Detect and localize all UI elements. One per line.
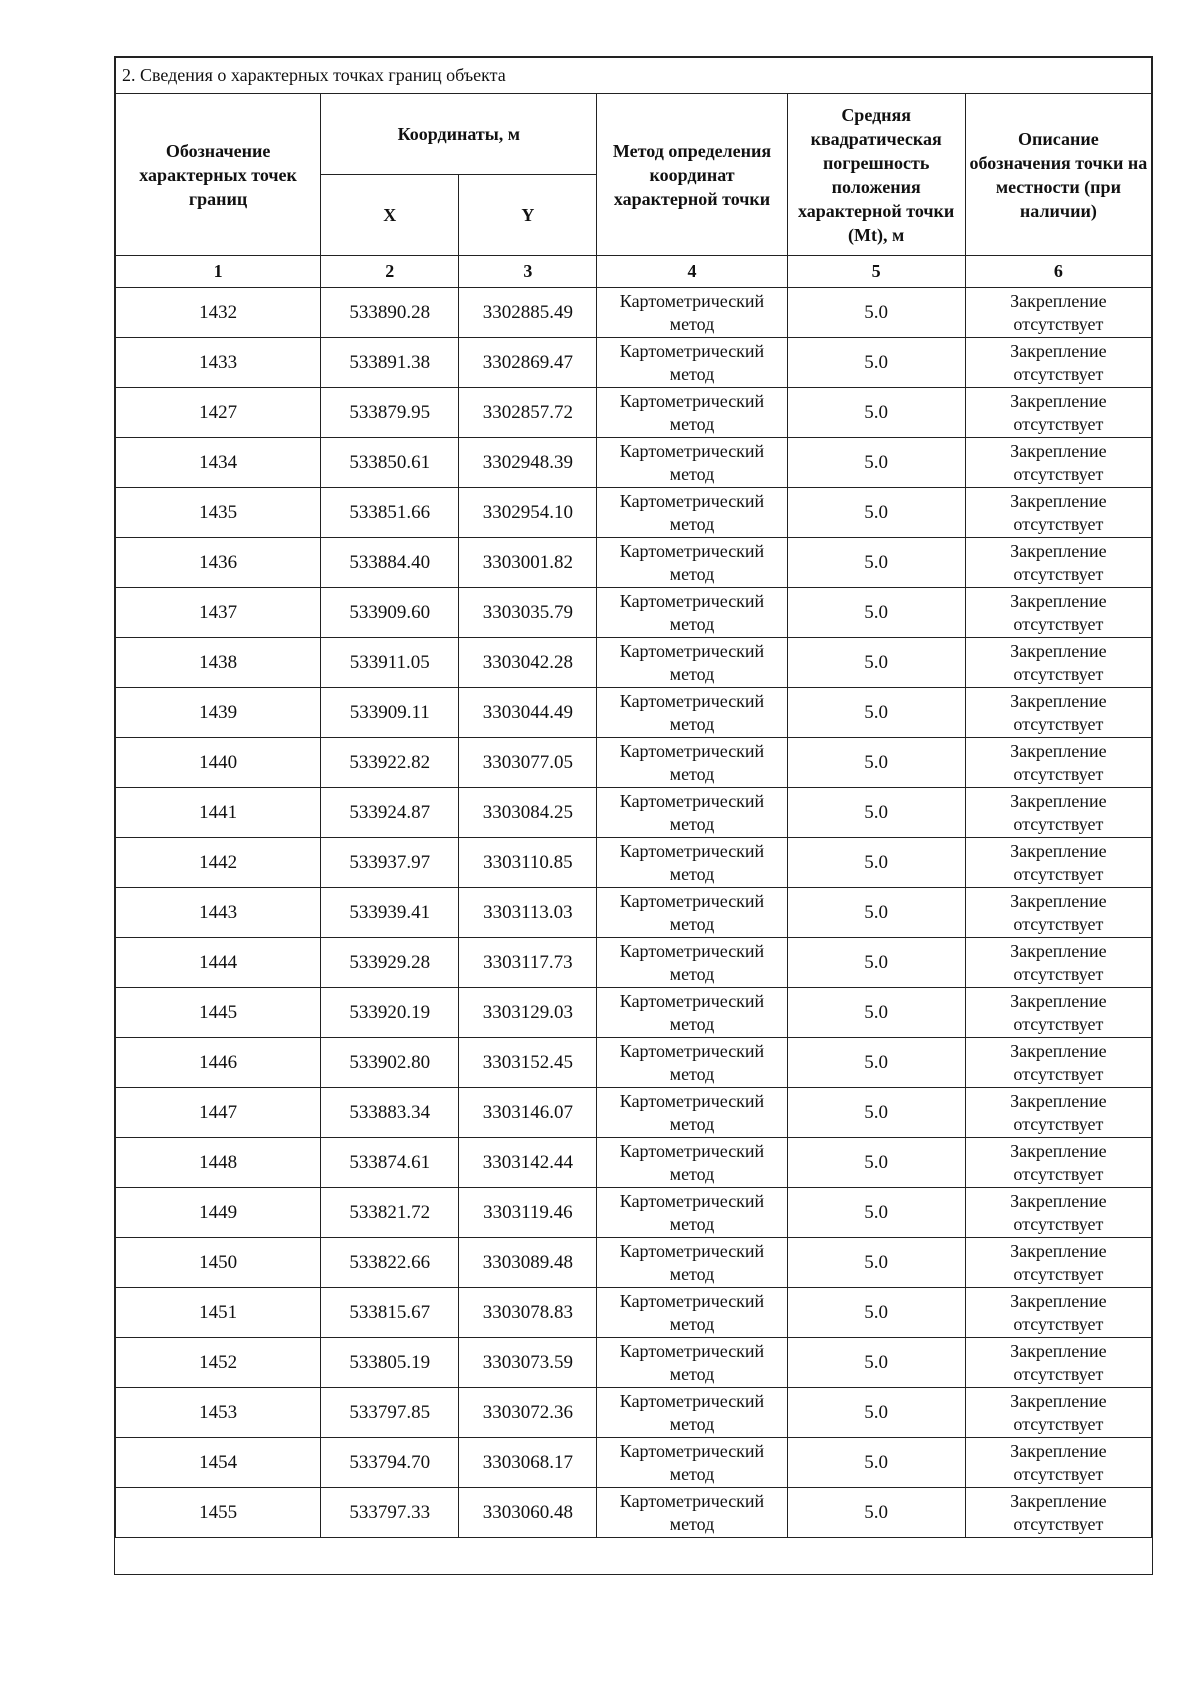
description-cell bbox=[965, 938, 1151, 988]
description-line1: Закрепление bbox=[1010, 840, 1107, 861]
description-line1: Закрепление bbox=[1010, 440, 1107, 461]
header-error: Средняя квадратическая погрешность положения характерной точки (Mt), м bbox=[787, 94, 965, 256]
table-row bbox=[116, 838, 1152, 888]
y-coordinate: 3303119.46 bbox=[459, 1188, 597, 1238]
table-row bbox=[116, 938, 1152, 988]
description-cell bbox=[965, 438, 1151, 488]
mean-square-error: 5.0 bbox=[787, 788, 965, 838]
description-cell bbox=[965, 1438, 1151, 1488]
description-cell bbox=[965, 988, 1151, 1038]
table-row bbox=[116, 688, 1152, 738]
y-coordinate: 3303146.07 bbox=[459, 1088, 597, 1138]
point-number: 1442 bbox=[116, 838, 321, 888]
table-row bbox=[116, 1288, 1152, 1338]
y-coordinate: 3303089.48 bbox=[459, 1238, 597, 1288]
method-line1: Картометрический bbox=[619, 1190, 765, 1211]
table-row bbox=[116, 1338, 1152, 1388]
y-coordinate: 3303060.48 bbox=[459, 1488, 597, 1538]
method-line2: метод bbox=[669, 863, 715, 884]
table-row bbox=[116, 538, 1152, 588]
description-line1: Закрепление bbox=[1010, 1240, 1107, 1261]
method-line2: метод bbox=[669, 613, 715, 634]
method-line1: Картометрический bbox=[619, 1490, 765, 1511]
x-coordinate: 533909.60 bbox=[321, 588, 459, 638]
method-line1: Картометрический bbox=[619, 790, 765, 811]
table-row bbox=[116, 488, 1152, 538]
description-line2: отсутствует bbox=[1013, 513, 1104, 534]
mean-square-error: 5.0 bbox=[787, 1188, 965, 1238]
description-cell bbox=[965, 338, 1151, 388]
point-number: 1455 bbox=[116, 1488, 321, 1538]
method-line2: метод bbox=[669, 463, 715, 484]
mean-square-error: 5.0 bbox=[787, 1338, 965, 1388]
y-coordinate: 3303042.28 bbox=[459, 638, 597, 688]
method-cell bbox=[597, 1088, 787, 1138]
description-line1: Закрепление bbox=[1010, 1440, 1107, 1461]
table-row bbox=[116, 1238, 1152, 1288]
description-line2: отсутствует bbox=[1013, 663, 1104, 684]
method-line1: Картометрический bbox=[619, 540, 765, 561]
y-coordinate: 3302885.49 bbox=[459, 288, 597, 338]
table-body bbox=[116, 288, 1152, 1538]
y-coordinate: 3303068.17 bbox=[459, 1438, 597, 1488]
mean-square-error: 5.0 bbox=[787, 838, 965, 888]
description-line1: Закрепление bbox=[1010, 490, 1107, 511]
table-row bbox=[116, 1188, 1152, 1238]
column-number: 6 bbox=[965, 256, 1151, 288]
description-line2: отсутствует bbox=[1013, 813, 1104, 834]
mean-square-error: 5.0 bbox=[787, 288, 965, 338]
description-line2: отсутствует bbox=[1013, 1263, 1104, 1284]
table-row bbox=[116, 388, 1152, 438]
section-title: 2. Сведения о характерных точках границ объекта bbox=[116, 58, 1152, 94]
method-line1: Картометрический bbox=[619, 390, 765, 411]
description-cell bbox=[965, 1388, 1151, 1438]
description-line1: Закрепление bbox=[1010, 290, 1107, 311]
point-number: 1451 bbox=[116, 1288, 321, 1338]
method-line1: Картометрический bbox=[619, 490, 765, 511]
description-cell bbox=[965, 638, 1151, 688]
x-coordinate: 533850.61 bbox=[321, 438, 459, 488]
description-cell bbox=[965, 1338, 1151, 1388]
description-cell bbox=[965, 488, 1151, 538]
description-cell bbox=[965, 1238, 1151, 1288]
column-number: 3 bbox=[459, 256, 597, 288]
y-coordinate: 3302857.72 bbox=[459, 388, 597, 438]
description-line2: отсутствует bbox=[1013, 1013, 1104, 1034]
mean-square-error: 5.0 bbox=[787, 588, 965, 638]
x-coordinate: 533890.28 bbox=[321, 288, 459, 338]
x-coordinate: 533805.19 bbox=[321, 1338, 459, 1388]
table-row bbox=[116, 988, 1152, 1038]
y-coordinate: 3303078.83 bbox=[459, 1288, 597, 1338]
description-line1: Закрепление bbox=[1010, 890, 1107, 911]
description-line2: отсутствует bbox=[1013, 1463, 1104, 1484]
boundary-points-table bbox=[115, 57, 1152, 1574]
method-cell bbox=[597, 488, 787, 538]
method-line2: метод bbox=[669, 1013, 715, 1034]
header-description: Описание обозначения точки на местности (при наличии) bbox=[965, 94, 1151, 256]
method-line1: Картометрический bbox=[619, 690, 765, 711]
method-line2: метод bbox=[669, 1363, 715, 1384]
description-line2: отсутствует bbox=[1013, 1063, 1104, 1084]
method-line1: Картометрический bbox=[619, 890, 765, 911]
method-cell bbox=[597, 1138, 787, 1188]
x-coordinate: 533883.34 bbox=[321, 1088, 459, 1138]
description-line2: отсутствует bbox=[1013, 913, 1104, 934]
x-coordinate: 533822.66 bbox=[321, 1238, 459, 1288]
description-cell bbox=[965, 388, 1151, 438]
column-number: 4 bbox=[597, 256, 787, 288]
header-method: Метод определения координат характерной точки bbox=[597, 94, 787, 256]
column-number: 5 bbox=[787, 256, 965, 288]
x-coordinate: 533815.67 bbox=[321, 1288, 459, 1338]
method-cell bbox=[597, 1438, 787, 1488]
method-line2: метод bbox=[669, 1263, 715, 1284]
description-cell bbox=[965, 1288, 1151, 1338]
point-number: 1439 bbox=[116, 688, 321, 738]
description-line1: Закрепление bbox=[1010, 1140, 1107, 1161]
description-line1: Закрепление bbox=[1010, 940, 1107, 961]
point-number: 1434 bbox=[116, 438, 321, 488]
table-footer-blank bbox=[116, 1538, 1152, 1575]
method-line1: Картометрический bbox=[619, 1290, 765, 1311]
header-x: X bbox=[321, 175, 459, 256]
method-line1: Картометрический bbox=[619, 440, 765, 461]
description-line1: Закрепление bbox=[1010, 640, 1107, 661]
mean-square-error: 5.0 bbox=[787, 438, 965, 488]
method-line1: Картометрический bbox=[619, 1340, 765, 1361]
point-number: 1445 bbox=[116, 988, 321, 1038]
mean-square-error: 5.0 bbox=[787, 1388, 965, 1438]
method-line1: Картометрический bbox=[619, 1040, 765, 1061]
method-line2: метод bbox=[669, 513, 715, 534]
description-line2: отсутствует bbox=[1013, 1413, 1104, 1434]
table-row bbox=[116, 588, 1152, 638]
method-cell bbox=[597, 788, 787, 838]
description-line1: Закрепление bbox=[1010, 1190, 1107, 1211]
method-cell bbox=[597, 938, 787, 988]
y-coordinate: 3303117.73 bbox=[459, 938, 597, 988]
x-coordinate: 533937.97 bbox=[321, 838, 459, 888]
mean-square-error: 5.0 bbox=[787, 388, 965, 438]
mean-square-error: 5.0 bbox=[787, 488, 965, 538]
description-cell bbox=[965, 888, 1151, 938]
mean-square-error: 5.0 bbox=[787, 1438, 965, 1488]
point-number: 1437 bbox=[116, 588, 321, 638]
method-cell bbox=[597, 438, 787, 488]
method-cell bbox=[597, 338, 787, 388]
method-line1: Картометрический bbox=[619, 1390, 765, 1411]
header-y: Y bbox=[459, 175, 597, 256]
x-coordinate: 533794.70 bbox=[321, 1438, 459, 1488]
table-row bbox=[116, 1438, 1152, 1488]
y-coordinate: 3303044.49 bbox=[459, 688, 597, 738]
y-coordinate: 3303129.03 bbox=[459, 988, 597, 1038]
method-line1: Картометрический bbox=[619, 590, 765, 611]
point-number: 1433 bbox=[116, 338, 321, 388]
mean-square-error: 5.0 bbox=[787, 888, 965, 938]
description-line2: отсутствует bbox=[1013, 863, 1104, 884]
method-cell bbox=[597, 988, 787, 1038]
description-line1: Закрепление bbox=[1010, 1040, 1107, 1061]
method-line2: метод bbox=[669, 363, 715, 384]
point-number: 1452 bbox=[116, 1338, 321, 1388]
y-coordinate: 3303152.45 bbox=[459, 1038, 597, 1088]
point-number: 1450 bbox=[116, 1238, 321, 1288]
y-coordinate: 3303072.36 bbox=[459, 1388, 597, 1438]
method-line2: метод bbox=[669, 1463, 715, 1484]
method-line2: метод bbox=[669, 1113, 715, 1134]
point-number: 1438 bbox=[116, 638, 321, 688]
x-coordinate: 533939.41 bbox=[321, 888, 459, 938]
description-line1: Закрепление bbox=[1010, 540, 1107, 561]
x-coordinate: 533879.95 bbox=[321, 388, 459, 438]
method-line2: метод bbox=[669, 1163, 715, 1184]
description-line2: отсутствует bbox=[1013, 313, 1104, 334]
method-cell bbox=[597, 1288, 787, 1338]
y-coordinate: 3303073.59 bbox=[459, 1338, 597, 1388]
x-coordinate: 533929.28 bbox=[321, 938, 459, 988]
mean-square-error: 5.0 bbox=[787, 1138, 965, 1188]
description-line2: отсутствует bbox=[1013, 363, 1104, 384]
column-number: 2 bbox=[321, 256, 459, 288]
method-line1: Картометрический bbox=[619, 940, 765, 961]
mean-square-error: 5.0 bbox=[787, 1088, 965, 1138]
mean-square-error: 5.0 bbox=[787, 1488, 965, 1538]
description-line2: отсутствует bbox=[1013, 413, 1104, 434]
description-cell bbox=[965, 538, 1151, 588]
description-cell bbox=[965, 1138, 1151, 1188]
table-row bbox=[116, 438, 1152, 488]
method-cell bbox=[597, 1388, 787, 1438]
y-coordinate: 3303035.79 bbox=[459, 588, 597, 638]
mean-square-error: 5.0 bbox=[787, 1238, 965, 1288]
point-number: 1441 bbox=[116, 788, 321, 838]
description-cell bbox=[965, 1038, 1151, 1088]
y-coordinate: 3302869.47 bbox=[459, 338, 597, 388]
method-line1: Картометрический bbox=[619, 1440, 765, 1461]
y-coordinate: 3302954.10 bbox=[459, 488, 597, 538]
point-number: 1440 bbox=[116, 738, 321, 788]
description-line1: Закрепление bbox=[1010, 690, 1107, 711]
mean-square-error: 5.0 bbox=[787, 738, 965, 788]
mean-square-error: 5.0 bbox=[787, 638, 965, 688]
method-cell bbox=[597, 288, 787, 338]
description-cell bbox=[965, 288, 1151, 338]
method-line2: метод bbox=[669, 663, 715, 684]
description-line2: отсутствует bbox=[1013, 1513, 1104, 1534]
method-line2: метод bbox=[669, 963, 715, 984]
x-coordinate: 533821.72 bbox=[321, 1188, 459, 1238]
description-line2: отсутствует bbox=[1013, 963, 1104, 984]
method-line1: Картометрический bbox=[619, 340, 765, 361]
description-cell bbox=[965, 788, 1151, 838]
description-line2: отсутствует bbox=[1013, 1163, 1104, 1184]
description-line1: Закрепление bbox=[1010, 590, 1107, 611]
x-coordinate: 533911.05 bbox=[321, 638, 459, 688]
description-line1: Закрепление bbox=[1010, 1490, 1107, 1511]
point-number: 1453 bbox=[116, 1388, 321, 1438]
description-cell bbox=[965, 1188, 1151, 1238]
x-coordinate: 533891.38 bbox=[321, 338, 459, 388]
table-row bbox=[116, 1038, 1152, 1088]
description-line1: Закрепление bbox=[1010, 740, 1107, 761]
table-row bbox=[116, 738, 1152, 788]
description-cell bbox=[965, 1488, 1151, 1538]
y-coordinate: 3303113.03 bbox=[459, 888, 597, 938]
header-point-label: Обозначение характерных точек границ bbox=[116, 94, 321, 256]
point-number: 1444 bbox=[116, 938, 321, 988]
point-number: 1435 bbox=[116, 488, 321, 538]
description-cell bbox=[965, 738, 1151, 788]
method-line1: Картометрический bbox=[619, 1140, 765, 1161]
x-coordinate: 533909.11 bbox=[321, 688, 459, 738]
table-row bbox=[116, 888, 1152, 938]
method-cell bbox=[597, 888, 787, 938]
method-line2: метод bbox=[669, 1213, 715, 1234]
x-coordinate: 533851.66 bbox=[321, 488, 459, 538]
y-coordinate: 3303077.05 bbox=[459, 738, 597, 788]
method-line2: метод bbox=[669, 713, 715, 734]
description-line2: отсутствует bbox=[1013, 613, 1104, 634]
description-line2: отсутствует bbox=[1013, 1213, 1104, 1234]
method-cell bbox=[597, 538, 787, 588]
description-line2: отсутствует bbox=[1013, 1363, 1104, 1384]
method-line2: метод bbox=[669, 563, 715, 584]
mean-square-error: 5.0 bbox=[787, 688, 965, 738]
y-coordinate: 3303142.44 bbox=[459, 1138, 597, 1188]
point-number: 1427 bbox=[116, 388, 321, 438]
method-line1: Картометрический bbox=[619, 740, 765, 761]
description-line1: Закрепление bbox=[1010, 990, 1107, 1011]
method-line1: Картометрический bbox=[619, 990, 765, 1011]
description-line2: отсутствует bbox=[1013, 563, 1104, 584]
point-number: 1432 bbox=[116, 288, 321, 338]
method-cell bbox=[597, 1238, 787, 1288]
method-cell bbox=[597, 688, 787, 738]
description-line1: Закрепление bbox=[1010, 790, 1107, 811]
mean-square-error: 5.0 bbox=[787, 1288, 965, 1338]
method-cell bbox=[597, 1488, 787, 1538]
method-cell bbox=[597, 1038, 787, 1088]
method-cell bbox=[597, 838, 787, 888]
method-line1: Картометрический bbox=[619, 640, 765, 661]
method-cell bbox=[597, 1338, 787, 1388]
x-coordinate: 533797.33 bbox=[321, 1488, 459, 1538]
method-line1: Картометрический bbox=[619, 1090, 765, 1111]
description-line1: Закрепление bbox=[1010, 1090, 1107, 1111]
y-coordinate: 3303001.82 bbox=[459, 538, 597, 588]
point-number: 1443 bbox=[116, 888, 321, 938]
x-coordinate: 533902.80 bbox=[321, 1038, 459, 1088]
table-row bbox=[116, 1488, 1152, 1538]
table-row bbox=[116, 288, 1152, 338]
description-line1: Закрепление bbox=[1010, 340, 1107, 361]
boundary-points-document bbox=[114, 56, 1153, 1575]
table-row bbox=[116, 788, 1152, 838]
method-line2: метод bbox=[669, 413, 715, 434]
description-line2: отсутствует bbox=[1013, 713, 1104, 734]
description-cell bbox=[965, 1088, 1151, 1138]
mean-square-error: 5.0 bbox=[787, 1038, 965, 1088]
method-line2: метод bbox=[669, 1313, 715, 1334]
point-number: 1454 bbox=[116, 1438, 321, 1488]
description-line1: Закрепление bbox=[1010, 1290, 1107, 1311]
method-line1: Картометрический bbox=[619, 1240, 765, 1261]
description-line2: отсутствует bbox=[1013, 1113, 1104, 1134]
method-cell bbox=[597, 588, 787, 638]
method-cell bbox=[597, 738, 787, 788]
description-line1: Закрепление bbox=[1010, 1340, 1107, 1361]
header-coordinates: Координаты, м bbox=[321, 94, 597, 175]
method-line2: метод bbox=[669, 763, 715, 784]
mean-square-error: 5.0 bbox=[787, 938, 965, 988]
method-line1: Картометрический bbox=[619, 840, 765, 861]
table-row bbox=[116, 1388, 1152, 1438]
method-line2: метод bbox=[669, 313, 715, 334]
table-row bbox=[116, 1138, 1152, 1188]
description-line1: Закрепление bbox=[1010, 390, 1107, 411]
point-number: 1448 bbox=[116, 1138, 321, 1188]
description-line2: отсутствует bbox=[1013, 1313, 1104, 1334]
description-line2: отсутствует bbox=[1013, 463, 1104, 484]
point-number: 1449 bbox=[116, 1188, 321, 1238]
point-number: 1446 bbox=[116, 1038, 321, 1088]
method-cell bbox=[597, 1188, 787, 1238]
x-coordinate: 533874.61 bbox=[321, 1138, 459, 1188]
method-line2: метод bbox=[669, 813, 715, 834]
mean-square-error: 5.0 bbox=[787, 988, 965, 1038]
method-line2: метод bbox=[669, 1513, 715, 1534]
mean-square-error: 5.0 bbox=[787, 538, 965, 588]
method-line2: метод bbox=[669, 1413, 715, 1434]
table-row bbox=[116, 338, 1152, 388]
description-line1: Закрепление bbox=[1010, 1390, 1107, 1411]
method-line2: метод bbox=[669, 913, 715, 934]
description-line2: отсутствует bbox=[1013, 763, 1104, 784]
point-number: 1436 bbox=[116, 538, 321, 588]
mean-square-error: 5.0 bbox=[787, 338, 965, 388]
x-coordinate: 533924.87 bbox=[321, 788, 459, 838]
point-number: 1447 bbox=[116, 1088, 321, 1138]
table-row bbox=[116, 638, 1152, 688]
x-coordinate: 533922.82 bbox=[321, 738, 459, 788]
y-coordinate: 3303110.85 bbox=[459, 838, 597, 888]
x-coordinate: 533797.85 bbox=[321, 1388, 459, 1438]
x-coordinate: 533920.19 bbox=[321, 988, 459, 1038]
y-coordinate: 3302948.39 bbox=[459, 438, 597, 488]
description-cell bbox=[965, 838, 1151, 888]
method-cell bbox=[597, 388, 787, 438]
method-line1: Картометрический bbox=[619, 290, 765, 311]
method-cell bbox=[597, 638, 787, 688]
y-coordinate: 3303084.25 bbox=[459, 788, 597, 838]
column-number: 1 bbox=[116, 256, 321, 288]
description-cell bbox=[965, 588, 1151, 638]
description-cell bbox=[965, 688, 1151, 738]
method-line2: метод bbox=[669, 1063, 715, 1084]
x-coordinate: 533884.40 bbox=[321, 538, 459, 588]
table-row bbox=[116, 1088, 1152, 1138]
